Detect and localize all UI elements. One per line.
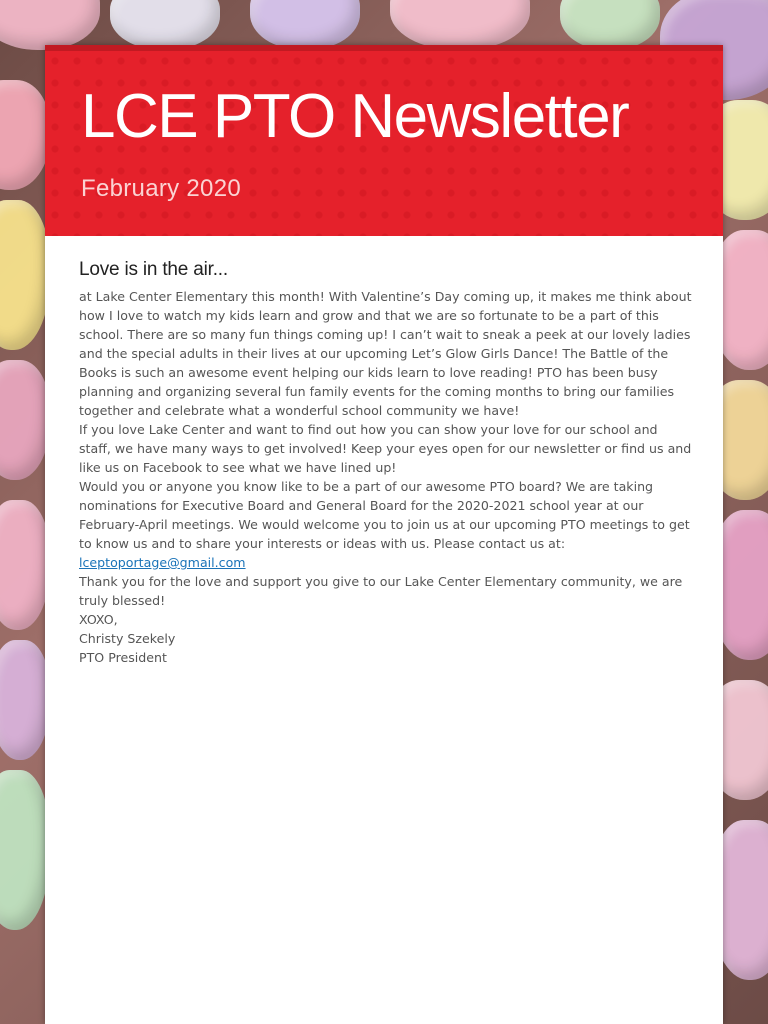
article: [79, 259, 693, 667]
paragraph-thanks: Thank you for the love and support you give to our Lake Center Elementary community, we are truly blessed!: [79, 574, 683, 608]
newsletter-page: [45, 45, 723, 1024]
paragraph-board: [79, 477, 693, 572]
author-name: Christy Szekely: [79, 631, 176, 646]
newsletter-header: [45, 45, 723, 236]
paragraph-intro: at Lake Center Elementary this month! With Valentine’s Day coming up, it makes me think about how I love to watch my kids learn and grow and that we are so fortunate to be a part of this school. There are so many fun things coming up! I can’t wait to sneak a peek at our lovely ladies and the special adults in their lives at our upcoming Let’s Glow Girls Dance! The Battle of the Books is such an awesome event helping our kids learn to love reading! PTO has been busy planning and organizing several fun family events for the coming months to bring our families together and celebrate what a wonderful school community we have!: [79, 289, 692, 418]
contact-email-link[interactable]: lceptoportage@gmail.com: [79, 555, 246, 570]
newsletter-title: LCE PTO Newsletter: [81, 82, 629, 151]
newsletter-date: February 2020: [81, 175, 241, 202]
paragraph-board-text: Would you or anyone you know like to be a part of our awesome PTO board? We are taking nominations for Executive Board and General Board for the 2020-2021 school year at our February-April meetings. We would welcome you to join us at our upcoming PTO meetings to get to know us and to share your interests or ideas with us. Please contact us at:: [79, 479, 690, 551]
signoff: XOXO,: [79, 612, 118, 627]
author-role: PTO President: [79, 650, 167, 665]
paragraph-get-involved: If you love Lake Center and want to find out how you can show your love for our school and staff, we have many ways to get involved! Keep your eyes open for our newsletter or find us and like us on Facebook to see what we have lined up!: [79, 422, 692, 475]
article-heading: Love is in the air...: [79, 259, 228, 280]
